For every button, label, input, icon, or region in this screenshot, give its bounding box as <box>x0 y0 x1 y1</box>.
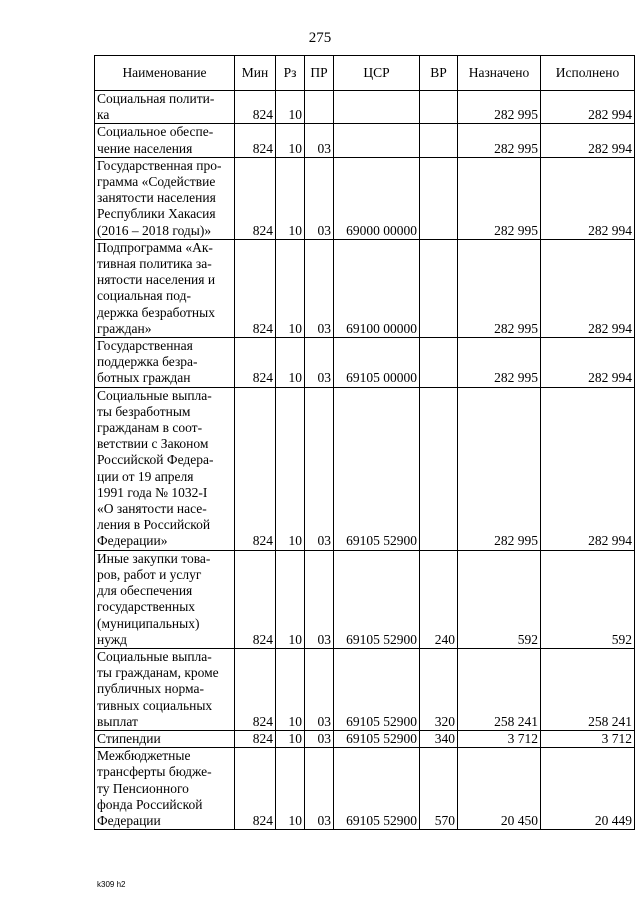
cell-pr: 03 <box>305 550 334 648</box>
cell-csr: 69105 52900 <box>334 648 420 730</box>
cell-name: Подпрограмма «Ак- тивная политика за- нятости населения и социальная под- держка безработных граждан» <box>95 239 235 337</box>
cell-min: 824 <box>235 550 276 648</box>
cell-pr: 03 <box>305 157 334 239</box>
footer-code: k309 h2 <box>97 880 126 889</box>
cell-assigned: 282 995 <box>458 387 541 550</box>
cell-min: 824 <box>235 124 276 157</box>
table-row <box>95 124 635 157</box>
table-row <box>95 730 635 747</box>
cell-executed: 3 712 <box>541 730 635 747</box>
table-row <box>95 91 635 124</box>
cell-executed: 20 449 <box>541 748 635 830</box>
budget-table <box>94 55 635 830</box>
cell-executed: 282 994 <box>541 91 635 124</box>
cell-pr: 03 <box>305 338 334 388</box>
table-row <box>95 338 635 388</box>
cell-assigned: 20 450 <box>458 748 541 830</box>
cell-vr <box>420 387 458 550</box>
cell-csr <box>334 91 420 124</box>
cell-csr: 69105 52900 <box>334 550 420 648</box>
cell-name: Социальные выпла- ты безработным гражданам в соот- ветствии с Законом Российской Федера- ции от 19 апреля 1991 года № 1032-I «О занятости насе- ления в Российской Федерации» <box>95 387 235 550</box>
table-row <box>95 648 635 730</box>
cell-csr: 69105 00000 <box>334 338 420 388</box>
table-row <box>95 387 635 550</box>
cell-pr <box>305 91 334 124</box>
cell-rz: 10 <box>276 387 305 550</box>
header-row <box>95 56 635 91</box>
cell-min: 824 <box>235 748 276 830</box>
page-number: 275 <box>308 30 332 46</box>
cell-csr: 69105 52900 <box>334 387 420 550</box>
cell-min: 824 <box>235 338 276 388</box>
cell-assigned: 282 995 <box>458 157 541 239</box>
cell-name: Иные закупки това- ров, работ и услуг для обеспечения государственных (муниципальных) нужд <box>95 550 235 648</box>
cell-csr: 69105 52900 <box>334 730 420 747</box>
cell-min: 824 <box>235 91 276 124</box>
header-min: Мин <box>235 56 276 91</box>
cell-pr: 03 <box>305 730 334 747</box>
cell-executed: 258 241 <box>541 648 635 730</box>
cell-name: Социальное обеспе- чение населения <box>95 124 235 157</box>
cell-rz: 10 <box>276 124 305 157</box>
cell-name: Социальные выпла- ты гражданам, кроме публичных норма- тивных социальных выплат <box>95 648 235 730</box>
cell-executed: 282 994 <box>541 338 635 388</box>
table-row <box>95 550 635 648</box>
cell-vr <box>420 239 458 337</box>
header-vr: ВР <box>420 56 458 91</box>
cell-name: Межбюджетные трансферты бюдже- ту Пенсионного фонда Российской Федерации <box>95 748 235 830</box>
cell-pr: 03 <box>305 748 334 830</box>
cell-rz: 10 <box>276 748 305 830</box>
cell-vr: 340 <box>420 730 458 747</box>
table-row <box>95 748 635 830</box>
cell-pr: 03 <box>305 648 334 730</box>
cell-min: 824 <box>235 239 276 337</box>
header-pr: ПР <box>305 56 334 91</box>
cell-rz: 10 <box>276 91 305 124</box>
cell-csr: 69100 00000 <box>334 239 420 337</box>
cell-name: Государственная поддержка безра- ботных граждан <box>95 338 235 388</box>
cell-rz: 10 <box>276 338 305 388</box>
cell-assigned: 592 <box>458 550 541 648</box>
cell-vr <box>420 124 458 157</box>
cell-min: 824 <box>235 730 276 747</box>
table-row <box>95 157 635 239</box>
cell-assigned: 282 995 <box>458 239 541 337</box>
header-assigned: Назначено <box>458 56 541 91</box>
cell-rz: 10 <box>276 157 305 239</box>
cell-rz: 10 <box>276 550 305 648</box>
table-body <box>95 91 635 830</box>
cell-rz: 10 <box>276 239 305 337</box>
cell-csr: 69105 52900 <box>334 748 420 830</box>
cell-vr: 320 <box>420 648 458 730</box>
cell-pr: 03 <box>305 239 334 337</box>
cell-executed: 282 994 <box>541 157 635 239</box>
cell-name: Государственная про- грамма «Содействие занятости населения Республики Хакасия (2016 – 2018 годы)» <box>95 157 235 239</box>
cell-pr: 03 <box>305 387 334 550</box>
cell-vr <box>420 338 458 388</box>
cell-assigned: 282 995 <box>458 124 541 157</box>
cell-name: Социальная полити- ка <box>95 91 235 124</box>
cell-assigned: 282 995 <box>458 91 541 124</box>
cell-executed: 282 994 <box>541 239 635 337</box>
cell-csr: 69000 00000 <box>334 157 420 239</box>
cell-csr <box>334 124 420 157</box>
cell-pr: 03 <box>305 124 334 157</box>
cell-vr: 240 <box>420 550 458 648</box>
cell-rz: 10 <box>276 648 305 730</box>
cell-name: Стипендии <box>95 730 235 747</box>
header-executed: Исполнено <box>541 56 635 91</box>
header-csr: ЦСР <box>334 56 420 91</box>
cell-executed: 282 994 <box>541 387 635 550</box>
cell-assigned: 282 995 <box>458 338 541 388</box>
cell-assigned: 3 712 <box>458 730 541 747</box>
table-row <box>95 239 635 337</box>
cell-executed: 592 <box>541 550 635 648</box>
cell-vr <box>420 157 458 239</box>
header-rz: Рз <box>276 56 305 91</box>
cell-assigned: 258 241 <box>458 648 541 730</box>
cell-vr <box>420 91 458 124</box>
header-name: Наименование <box>95 56 235 91</box>
cell-vr: 570 <box>420 748 458 830</box>
cell-min: 824 <box>235 157 276 239</box>
cell-executed: 282 994 <box>541 124 635 157</box>
cell-min: 824 <box>235 387 276 550</box>
cell-min: 824 <box>235 648 276 730</box>
cell-rz: 10 <box>276 730 305 747</box>
